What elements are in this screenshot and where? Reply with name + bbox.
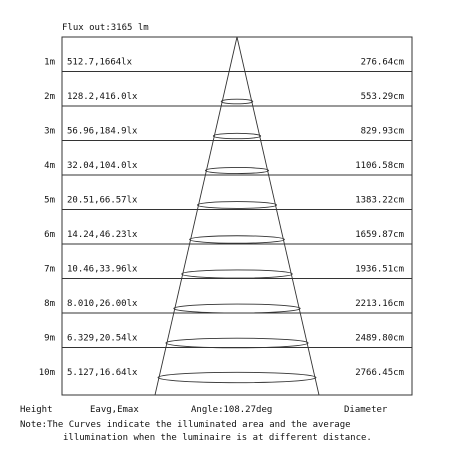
row-height-label: 5m — [44, 195, 55, 206]
row-diameter-value: 2213.16cm — [355, 299, 404, 309]
illuminated-area-curve — [221, 99, 253, 104]
distance-row — [44, 92, 412, 106]
beam-cone-left-edge — [155, 37, 237, 395]
note-line-2: illumination when the luminaire is at different distance. — [63, 433, 372, 443]
row-eavg-emax-value: 14.24,46.23lx — [67, 230, 138, 240]
row-diameter-value: 829.93cm — [360, 126, 404, 137]
distance-row — [44, 334, 412, 348]
illuminated-area-curve — [166, 338, 308, 348]
flux-label: Flux out:3165 lm — [62, 23, 149, 33]
illuminated-area-curve — [205, 167, 268, 173]
illuminated-area-curve — [174, 304, 300, 313]
beam-cone-right-edge — [237, 37, 319, 395]
row-diameter-value: 2766.45cm — [355, 368, 404, 378]
illuminated-area-curve — [158, 372, 316, 382]
row-eavg-emax-value: 6.329,20.54lx — [67, 333, 138, 344]
row-height-label: 3m — [44, 126, 55, 137]
row-diameter-value: 1106.58cm — [355, 161, 404, 171]
row-eavg-emax-value: 20.51,66.57lx — [67, 195, 138, 206]
row-diameter-value: 553.29cm — [360, 92, 404, 102]
row-height-label: 6m — [44, 230, 55, 240]
row-diameter-value: 1383.22cm — [355, 195, 404, 206]
distance-row — [44, 161, 412, 175]
row-eavg-emax-value: 56.96,184.9lx — [67, 126, 138, 137]
row-eavg-emax-value: 10.46,33.96lx — [67, 264, 138, 275]
row-height-label: 10m — [38, 368, 55, 378]
eavg-emax-column-label: Eavg,Emax — [90, 405, 139, 415]
row-diameter-value: 1936.51cm — [355, 264, 404, 275]
distance-row — [44, 196, 412, 210]
row-height-label: 2m — [44, 92, 55, 102]
diameter-column-label: Diameter — [344, 405, 388, 415]
row-eavg-emax-value: 128.2,416.0lx — [67, 92, 138, 102]
distance-row — [44, 127, 412, 141]
note-line-1: Note:The Curves indicate the illuminated area and the average — [20, 420, 351, 430]
row-diameter-value: 2489.80cm — [355, 333, 404, 344]
row-eavg-emax-value: 5.127,16.64lx — [67, 368, 138, 378]
row-height-label: 7m — [44, 264, 55, 275]
height-column-label: Height — [20, 405, 53, 415]
illuminated-area-curve — [190, 236, 285, 244]
distance-row — [44, 230, 412, 244]
row-height-label: 4m — [44, 161, 55, 171]
illuminated-area-curve — [213, 133, 260, 138]
row-eavg-emax-value: 512.7,1664lx — [67, 57, 133, 68]
row-diameter-value: 1659.87cm — [355, 230, 404, 240]
illuminated-area-curve — [182, 270, 293, 278]
distance-row — [44, 299, 412, 313]
distance-row — [44, 58, 412, 72]
row-height-label: 8m — [44, 299, 55, 309]
row-eavg-emax-value: 32.04,104.0lx — [67, 161, 138, 171]
distance-row — [44, 265, 412, 279]
beam-angle-label: Angle:108.27deg — [191, 405, 273, 415]
distance-rows — [39, 58, 412, 383]
illuminated-area-curve — [197, 202, 276, 209]
row-height-label: 1m — [44, 57, 55, 68]
row-eavg-emax-value: 8.010,26.00lx — [67, 299, 138, 309]
distance-row — [39, 368, 404, 383]
row-diameter-value: 276.64cm — [360, 57, 404, 68]
row-height-label: 9m — [44, 333, 55, 344]
